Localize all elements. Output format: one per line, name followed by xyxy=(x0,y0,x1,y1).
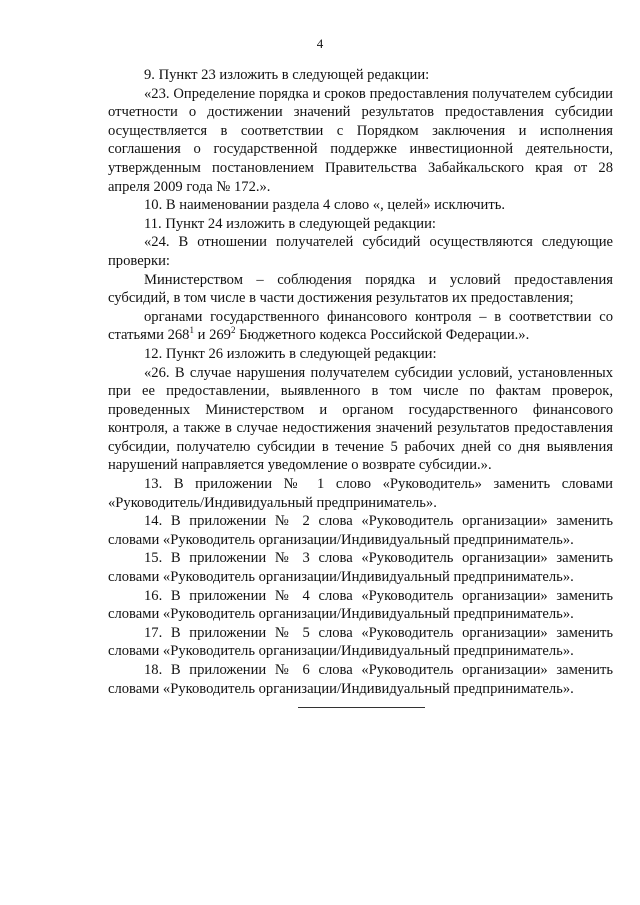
paragraph-quote-23: «23. Определение порядка и сроков предоставления получателем субсидии отчетности о достижении значений результатов предоставления субсидии осуществляется в соответствии с Порядком заключения и исполнения соглашения о государственной поддержке инвестиционной деятельности, утвержденным постановлением Правительства Забайкальского края от 28 апреля 2009 года № 172.». xyxy=(108,85,613,195)
article-268-superscript: 1 xyxy=(189,325,194,336)
paragraph-quote-24: «24. В отношении получателей субсидий осуществляются следующие проверки: xyxy=(108,234,613,269)
paragraph-ministry-control: Министерством – соблюдения порядка и условий предоставления субсидий, в том числе в части достижения результатов их предоставления; xyxy=(108,271,613,307)
articles-prefix: статьями 268 xyxy=(108,327,190,344)
closing-divider-line xyxy=(298,707,425,708)
articles-middle: и 269 xyxy=(193,327,231,344)
paragraph-financial-control-text: органами государственного финансового контроля – в соответствии со xyxy=(144,308,613,325)
paragraph-item-17: 17. В приложении № 5 слова «Руководитель организации» заменить словами «Руководитель организации/Индивидуальный предприниматель». xyxy=(108,624,613,660)
article-269-superscript: 2 xyxy=(230,325,236,336)
paragraph-item-18: 18. В приложении № 6 слова «Руководитель организации» заменить словами «Руководитель организации/Индивидуальный предприниматель». xyxy=(108,662,613,697)
paragraph-item-11: 11. Пункт 24 изложить в следующей редакции: xyxy=(144,215,436,232)
articles-suffix: Бюджетного кодекса Российской Федерации.». xyxy=(235,327,530,344)
document-body xyxy=(108,66,613,698)
paragraph-item-13: 13. В приложении № 1 слово «Руководитель» заменить словами «Руководитель/Индивидуальный предприниматель». xyxy=(108,476,613,511)
paragraph-item-15: 15. В приложении № 3 слова «Руководитель организации» заменить словами «Руководитель организации/Индивидуальный предприниматель». xyxy=(108,550,613,586)
paragraph-financial-control xyxy=(108,308,613,345)
paragraph-item-14: 14. В приложении № 2 слова «Руководитель организации» заменить словами «Руководитель организации/Индивидуальный предприниматель». xyxy=(108,513,613,548)
articles-line xyxy=(108,327,529,343)
paragraph-item-12: 12. Пункт 26 изложить в следующей редакции: xyxy=(144,345,437,362)
page-number: 4 xyxy=(316,36,324,51)
paragraph-item-9: 9. Пункт 23 изложить в следующей редакции: xyxy=(144,67,430,83)
paragraph-item-16: 16. В приложении № 4 слова «Руководитель организации» заменить словами «Руководитель организации/Индивидуальный предприниматель». xyxy=(108,587,613,623)
paragraph-quote-26: «26. В случае нарушения получателем субсидии условий, установленных при ее предоставлении, выявленного в том числе по фактам проверок, проведенных Министерством и органом государственного финансового контроля, а также в случае недостижения значений результатов предоставления субсидии, получателю субсидии в течение 5 рабочих дней со дня выявления нарушений направляется уведомление о возврате субсидии.». xyxy=(108,364,613,474)
paragraph-item-10: 10. В наименовании раздела 4 слово «, целей» исключить. xyxy=(144,197,506,214)
